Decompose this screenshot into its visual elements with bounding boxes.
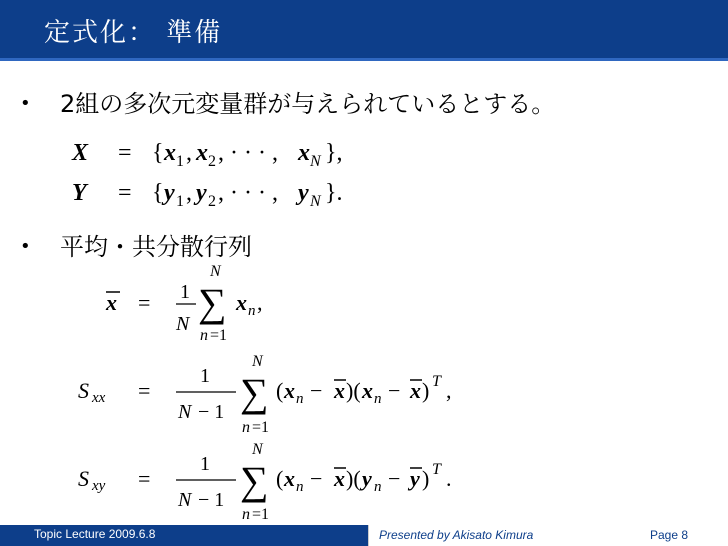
svg-text:−: −: [388, 378, 401, 403]
svg-text:x: x: [410, 378, 421, 403]
svg-text:n: n: [374, 479, 382, 495]
svg-text:=1: =1: [252, 506, 270, 523]
svg-text:T: T: [432, 461, 441, 478]
footer-lecture-date: Topic Lecture 2009.6.8: [34, 527, 156, 541]
footer-presenter-box: [368, 525, 577, 546]
svg-text:x: x: [236, 290, 247, 315]
equation-x-set: [71, 140, 343, 170]
svg-text:N: N: [176, 313, 190, 335]
svg-text:n: n: [374, 391, 382, 407]
svg-text:N: N: [252, 441, 263, 458]
svg-text:)(: )(: [346, 466, 361, 491]
svg-text:=: =: [118, 140, 132, 166]
svg-text:2: 2: [208, 153, 216, 170]
svg-text:y: y: [196, 180, 207, 206]
svg-text:): ): [422, 466, 430, 491]
bullet-marker: •: [20, 236, 31, 257]
svg-text:y: y: [164, 180, 175, 206]
svg-text:x: x: [334, 378, 345, 403]
svg-text:,: ,: [186, 180, 192, 206]
svg-text:,: ,: [257, 290, 263, 315]
svg-text:{: {: [152, 140, 164, 166]
svg-text:x: x: [284, 378, 295, 403]
svg-text:∑: ∑: [240, 370, 269, 415]
slide-footer: [0, 525, 728, 546]
svg-text:1: 1: [176, 193, 184, 210]
svg-text:,: ,: [446, 378, 452, 403]
svg-text:−: −: [388, 466, 401, 491]
svg-text:− 1: − 1: [198, 401, 225, 423]
equation-mean: [105, 263, 263, 344]
bullet-marker: •: [20, 93, 31, 114]
svg-text:N: N: [178, 489, 192, 511]
svg-text:N: N: [310, 193, 321, 210]
svg-text:(: (: [276, 466, 284, 491]
svg-text:=: =: [138, 466, 151, 491]
svg-text:1: 1: [200, 365, 210, 387]
svg-text:x: x: [298, 140, 310, 166]
svg-text:(: (: [276, 378, 284, 403]
svg-text:n: n: [242, 419, 250, 436]
svg-text:S: S: [78, 466, 89, 491]
svg-text:n: n: [296, 391, 304, 407]
svg-text:n: n: [296, 479, 304, 495]
bullet-text: 2組の多次元変量群が与えられているとする。: [60, 90, 556, 118]
equation-sxx: [78, 353, 452, 436]
svg-text:x: x: [284, 466, 295, 491]
svg-text:1: 1: [200, 453, 210, 475]
svg-text:)(: )(: [346, 378, 361, 403]
svg-text:,: ,: [186, 140, 192, 166]
svg-text:∑: ∑: [240, 458, 269, 503]
svg-text:},: },: [325, 140, 343, 166]
svg-text:.: .: [446, 466, 452, 491]
equation-sxy: [78, 441, 452, 523]
svg-text:T: T: [432, 373, 441, 390]
footer-presenter: Presented by Akisato Kimura: [379, 528, 534, 542]
svg-text:=1: =1: [252, 419, 270, 436]
slide-title: 定式化： 準備: [44, 18, 223, 48]
svg-text:y: y: [362, 466, 372, 491]
svg-text:Y: Y: [72, 180, 87, 206]
svg-text:N: N: [252, 353, 263, 370]
svg-text:N: N: [178, 401, 192, 423]
svg-text:=: =: [118, 180, 132, 206]
svg-text:n: n: [200, 327, 208, 344]
svg-text:x: x: [196, 140, 208, 166]
svg-text:xy: xy: [92, 478, 106, 494]
svg-text:x: x: [164, 140, 176, 166]
equation-y-set: [72, 180, 343, 210]
svg-text:y: y: [410, 466, 420, 491]
svg-text:, · · · ,: , · · · ,: [218, 140, 278, 166]
svg-text:): ): [422, 378, 430, 403]
svg-text:2: 2: [208, 193, 216, 210]
svg-text:N: N: [210, 263, 221, 280]
svg-text:{: {: [152, 180, 164, 206]
svg-text:X: X: [72, 140, 89, 166]
bullet-text: 平均・共分散行列: [60, 233, 252, 261]
svg-text:−: −: [310, 466, 323, 491]
svg-text:− 1: − 1: [198, 489, 225, 511]
svg-text:N: N: [310, 153, 321, 170]
footer-page-number: Page 8: [650, 528, 689, 542]
svg-text:−: −: [310, 378, 323, 403]
svg-text:1: 1: [180, 281, 190, 303]
svg-text:, · · · ,: , · · · ,: [218, 180, 278, 206]
svg-text:=1: =1: [210, 327, 228, 344]
svg-text:}.: }.: [325, 180, 343, 206]
svg-text:x: x: [106, 290, 117, 315]
svg-text:n: n: [248, 303, 256, 319]
footer-page-box: [576, 525, 728, 546]
svg-text:1: 1: [176, 153, 184, 170]
svg-text:S: S: [78, 378, 89, 403]
svg-text:y: y: [298, 180, 309, 206]
svg-text:x: x: [362, 378, 373, 403]
svg-text:xx: xx: [92, 390, 106, 406]
svg-text:=: =: [138, 290, 151, 315]
svg-text:∑: ∑: [198, 280, 227, 325]
svg-text:n: n: [242, 506, 250, 523]
svg-text:x: x: [334, 466, 345, 491]
svg-text:=: =: [138, 378, 151, 403]
